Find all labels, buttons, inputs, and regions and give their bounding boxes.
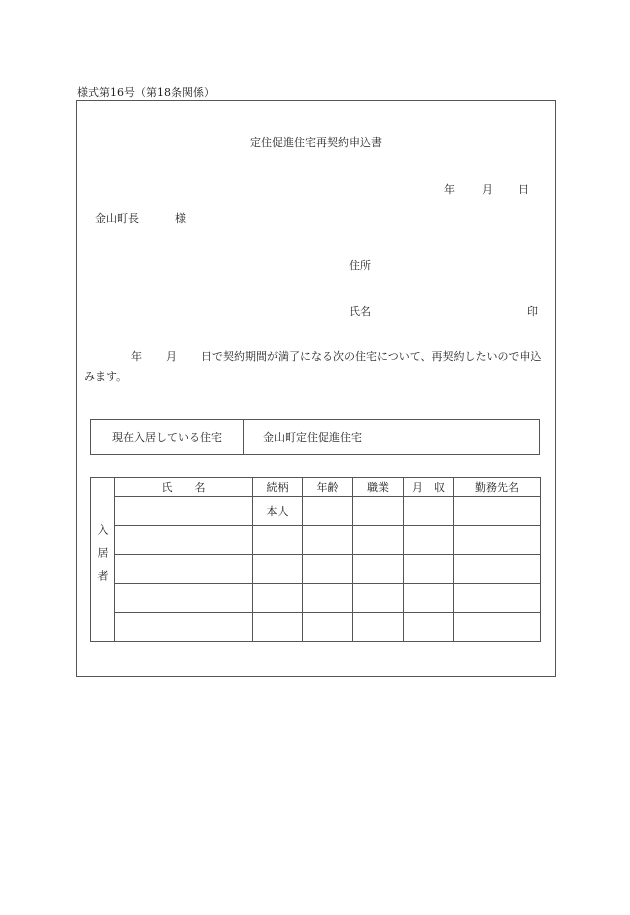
addressee <box>95 210 186 226</box>
table-row <box>91 497 541 526</box>
table-row <box>91 613 541 642</box>
date-day-label: 日 <box>518 183 529 196</box>
application-statement <box>84 347 550 387</box>
date-year-label: 年 <box>444 183 455 196</box>
residents-header-row <box>91 478 541 497</box>
resident-occupation-cell[interactable] <box>353 526 404 555</box>
residents-table <box>90 477 541 642</box>
statement-year: 年 <box>131 350 142 363</box>
resident-name-cell[interactable] <box>115 613 253 642</box>
current-housing-label: 現在入居している住宅 <box>91 420 244 454</box>
resident-relation-cell[interactable] <box>253 613 303 642</box>
header-name: 氏 名 <box>115 478 253 497</box>
resident-age-cell[interactable] <box>303 526 353 555</box>
applicant-address-label: 住所 <box>349 259 371 272</box>
resident-workplace-cell[interactable] <box>454 497 541 526</box>
header-occupation: 職業 <box>353 478 404 497</box>
resident-relation-cell[interactable] <box>253 584 303 613</box>
addressee-name: 金山町長 <box>95 212 139 225</box>
resident-income-cell[interactable] <box>404 584 454 613</box>
resident-name-cell[interactable] <box>115 526 253 555</box>
addressee-honorific: 様 <box>175 212 186 225</box>
header-monthly-income: 月 収 <box>404 478 454 497</box>
resident-workplace-cell[interactable] <box>454 584 541 613</box>
resident-age-cell[interactable] <box>303 555 353 584</box>
resident-occupation-cell[interactable] <box>353 613 404 642</box>
table-row <box>91 555 541 584</box>
resident-relation-cell[interactable] <box>253 555 303 584</box>
resident-occupation-cell[interactable] <box>353 497 404 526</box>
resident-income-cell[interactable] <box>404 526 454 555</box>
header-relation: 続柄 <box>253 478 303 497</box>
statement-text: 日で契約期間が満了になる次の住宅について、再契約したいので申込みます。 <box>84 350 542 383</box>
resident-workplace-cell[interactable] <box>454 555 541 584</box>
resident-workplace-cell[interactable] <box>454 613 541 642</box>
header-workplace: 勤務先名 <box>454 478 541 497</box>
seal-mark: 印 <box>527 305 538 318</box>
resident-age-cell[interactable] <box>303 584 353 613</box>
current-housing-value: 金山町定住促進住宅 <box>263 431 362 444</box>
applicant-name-label: 氏名 <box>349 305 371 318</box>
date-row <box>444 181 534 195</box>
resident-name-cell[interactable] <box>115 584 253 613</box>
statement-month: 月 <box>166 350 177 363</box>
date-month-label: 月 <box>482 183 493 196</box>
application-form-frame <box>76 100 556 677</box>
form-title: 定住促進住宅再契約申込書 <box>250 136 382 149</box>
table-row <box>91 584 541 613</box>
residents-side-label: 入居者 <box>96 523 109 593</box>
form-number: 様式第16号（第18条関係） <box>77 86 215 99</box>
resident-income-cell[interactable] <box>404 555 454 584</box>
resident-income-cell[interactable] <box>404 613 454 642</box>
resident-occupation-cell[interactable] <box>353 555 404 584</box>
resident-name-cell[interactable] <box>115 497 253 526</box>
resident-workplace-cell[interactable] <box>454 526 541 555</box>
resident-name-cell[interactable] <box>115 555 253 584</box>
resident-age-cell[interactable] <box>303 497 353 526</box>
residents-side-cell <box>91 478 115 642</box>
header-age: 年齢 <box>303 478 353 497</box>
resident-relation-cell[interactable] <box>253 526 303 555</box>
current-housing-box <box>90 419 540 455</box>
resident-occupation-cell[interactable] <box>353 584 404 613</box>
resident-income-cell[interactable] <box>404 497 454 526</box>
table-row <box>91 526 541 555</box>
resident-relation-cell[interactable]: 本人 <box>253 497 303 526</box>
resident-age-cell[interactable] <box>303 613 353 642</box>
